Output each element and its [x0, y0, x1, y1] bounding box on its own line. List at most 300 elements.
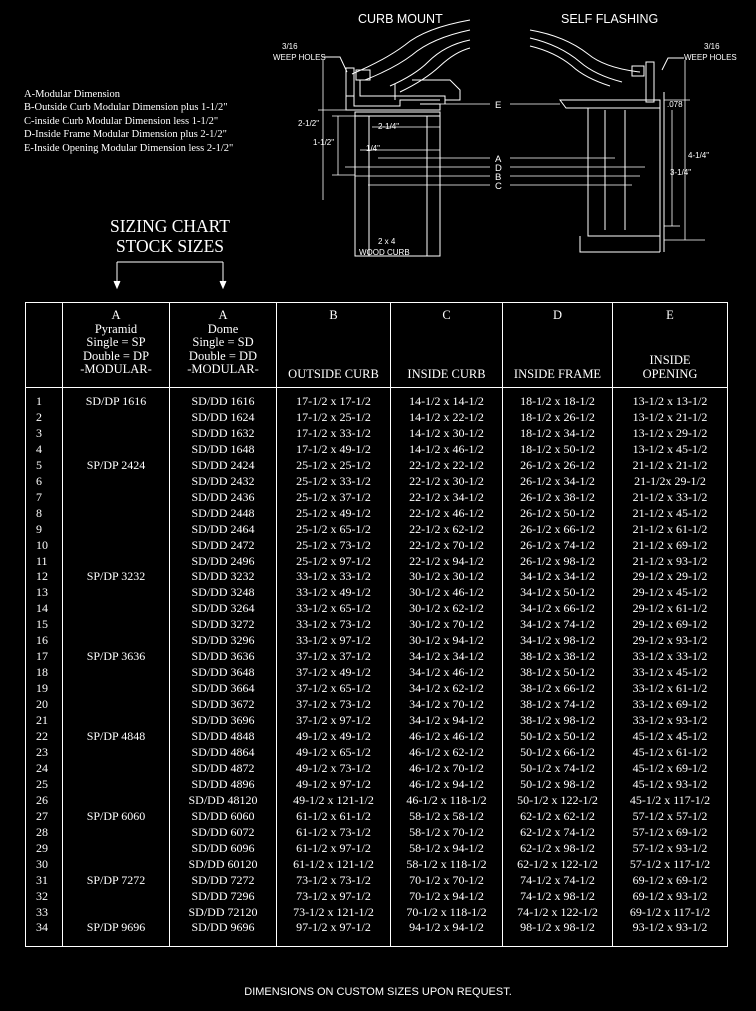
inside-frame-cell: 38-1/2 x 98-1/2	[503, 713, 613, 729]
pyramid-model-cell	[63, 585, 170, 601]
inside-frame-cell: 74-1/2 x 74-1/2	[503, 873, 613, 889]
inside-curb-cell: 58-1/2 x 118-1/2	[391, 857, 503, 873]
legend-d: D-Inside Frame Modular Dimension plus 2-1/2"	[24, 129, 227, 141]
inside-curb-cell: 14-1/2 x 14-1/2	[391, 388, 503, 410]
inside-frame-cell: 26-1/2 x 26-1/2	[503, 458, 613, 474]
outside-curb-cell: 33-1/2 x 73-1/2	[277, 617, 391, 633]
row-number-cell: 32	[26, 889, 63, 905]
dim-2-1-4: 2-1/4"	[378, 122, 400, 131]
dome-model-cell: SD/DD 2436	[170, 490, 277, 506]
inside-frame-cell: 50-1/2 x 122-1/2	[503, 793, 613, 809]
row-number-cell: 17	[26, 649, 63, 665]
inside-opening-cell: 21-1/2 x 21-1/2	[613, 458, 728, 474]
inside-curb-cell: 46-1/2 x 118-1/2	[391, 793, 503, 809]
table-row	[26, 681, 728, 697]
pyramid-model-cell	[63, 841, 170, 857]
inside-opening-cell: 21-1/2 x 33-1/2	[613, 490, 728, 506]
inside-opening-cell: 33-1/2 x 33-1/2	[613, 649, 728, 665]
pyramid-model-cell	[63, 426, 170, 442]
chart-title-arrows	[114, 262, 226, 288]
pyramid-model-cell	[63, 761, 170, 777]
dome-model-cell: SD/DD 3696	[170, 713, 277, 729]
inside-curb-cell: 70-1/2 x 70-1/2	[391, 873, 503, 889]
row-number-cell: 33	[26, 905, 63, 921]
inside-opening-cell: 93-1/2 x 93-1/2	[613, 920, 728, 946]
inside-curb-cell: 14-1/2 x 30-1/2	[391, 426, 503, 442]
outside-curb-cell: 37-1/2 x 73-1/2	[277, 697, 391, 713]
header-inside-curb: C INSIDE CURB	[391, 303, 503, 388]
inside-curb-cell: 46-1/2 x 94-1/2	[391, 777, 503, 793]
dome-model-cell: SD/DD 3248	[170, 585, 277, 601]
inside-opening-cell: 45-1/2 x 69-1/2	[613, 761, 728, 777]
dim-4-1-4: 4-1/4"	[688, 151, 710, 160]
dome-model-cell: SD/DD 7296	[170, 889, 277, 905]
row-number-cell: 21	[26, 713, 63, 729]
table-row	[26, 474, 728, 490]
inside-opening-cell: 57-1/2 x 117-1/2	[613, 857, 728, 873]
outside-curb-cell: 37-1/2 x 65-1/2	[277, 681, 391, 697]
table-row	[26, 777, 728, 793]
pyramid-model-cell	[63, 713, 170, 729]
inside-curb-cell: 70-1/2 x 118-1/2	[391, 905, 503, 921]
inside-frame-cell: 34-1/2 x 74-1/2	[503, 617, 613, 633]
inside-opening-cell: 57-1/2 x 57-1/2	[613, 809, 728, 825]
pyramid-model-cell: SP/DP 3232	[63, 569, 170, 585]
table-row	[26, 697, 728, 713]
row-number-cell: 14	[26, 601, 63, 617]
header-inside-frame: D INSIDE FRAME	[503, 303, 613, 388]
header-inside-opening: E INSIDE OPENING	[613, 303, 728, 388]
inside-curb-cell: 46-1/2 x 62-1/2	[391, 745, 503, 761]
inside-opening-cell: 21-1/2 x 61-1/2	[613, 522, 728, 538]
weep-left-label: WEEP HOLES	[273, 53, 326, 62]
inside-opening-cell: 57-1/2 x 69-1/2	[613, 825, 728, 841]
inside-opening-cell: 21-1/2x 29-1/2	[613, 474, 728, 490]
inside-frame-cell: 50-1/2 x 50-1/2	[503, 729, 613, 745]
inside-curb-cell: 34-1/2 x 62-1/2	[391, 681, 503, 697]
outside-curb-cell: 73-1/2 x 73-1/2	[277, 873, 391, 889]
inside-frame-cell: 38-1/2 x 38-1/2	[503, 649, 613, 665]
inside-opening-cell: 21-1/2 x 93-1/2	[613, 554, 728, 570]
legend-e: E-Inside Opening Modular Dimension less 2-1/2"	[24, 142, 234, 154]
custom-sizes-note: DIMENSIONS ON CUSTOM SIZES UPON REQUEST.	[244, 986, 512, 998]
dome-model-cell: SD/DD 3264	[170, 601, 277, 617]
weep-right-label: WEEP HOLES	[684, 53, 737, 62]
inside-frame-cell: 74-1/2 x 122-1/2	[503, 905, 613, 921]
outside-curb-cell: 61-1/2 x 121-1/2	[277, 857, 391, 873]
outside-curb-cell: 17-1/2 x 49-1/2	[277, 442, 391, 458]
inside-frame-cell: 18-1/2 x 50-1/2	[503, 442, 613, 458]
self-flashing-section	[530, 30, 664, 252]
pyramid-model-cell	[63, 905, 170, 921]
outside-curb-cell: 17-1/2 x 25-1/2	[277, 410, 391, 426]
dim-label-d: D	[495, 163, 502, 174]
inside-frame-cell: 62-1/2 x 74-1/2	[503, 825, 613, 841]
inside-curb-cell: 30-1/2 x 46-1/2	[391, 585, 503, 601]
pyramid-model-cell	[63, 793, 170, 809]
row-number-cell: 30	[26, 857, 63, 873]
inside-curb-cell: 34-1/2 x 70-1/2	[391, 697, 503, 713]
sizing-table	[25, 302, 728, 947]
stock-sizes-title: STOCK SIZES	[115, 236, 225, 256]
table-row	[26, 857, 728, 873]
inside-frame-cell: 50-1/2 x 66-1/2	[503, 745, 613, 761]
table-row	[26, 617, 728, 633]
table-row	[26, 633, 728, 649]
pyramid-model-cell	[63, 490, 170, 506]
inside-curb-cell: 34-1/2 x 34-1/2	[391, 649, 503, 665]
inside-opening-cell: 69-1/2 x 117-1/2	[613, 905, 728, 921]
dim-label-b: B	[495, 172, 502, 183]
pyramid-model-cell: SP/DP 7272	[63, 873, 170, 889]
inside-frame-cell: 18-1/2 x 18-1/2	[503, 388, 613, 410]
row-number-cell: 3	[26, 426, 63, 442]
inside-opening-cell: 13-1/2 x 13-1/2	[613, 388, 728, 410]
pyramid-model-cell: SP/DP 2424	[63, 458, 170, 474]
pyramid-model-cell	[63, 442, 170, 458]
outside-curb-cell: 37-1/2 x 97-1/2	[277, 713, 391, 729]
table-row	[26, 745, 728, 761]
outside-curb-cell: 25-1/2 x 49-1/2	[277, 506, 391, 522]
wood-curb-label: WOOD CURB	[359, 248, 410, 257]
table-row	[26, 809, 728, 825]
table-row	[26, 841, 728, 857]
inside-frame-cell: 62-1/2 x 122-1/2	[503, 857, 613, 873]
header-dome: A Dome Single = SD Double = DD -MODULAR-	[170, 303, 277, 388]
outside-curb-cell: 17-1/2 x 17-1/2	[277, 388, 391, 410]
inside-frame-cell: 26-1/2 x 38-1/2	[503, 490, 613, 506]
dome-model-cell: SD/DD 1648	[170, 442, 277, 458]
dome-model-cell: SD/DD 4864	[170, 745, 277, 761]
inside-curb-cell: 14-1/2 x 46-1/2	[391, 442, 503, 458]
header-pyramid: A Pyramid Single = SP Double = DP -MODULAR-	[63, 303, 170, 388]
dome-model-cell: SD/DD 2424	[170, 458, 277, 474]
outside-curb-cell: 97-1/2 x 97-1/2	[277, 920, 391, 946]
dome-model-cell: SD/DD 3636	[170, 649, 277, 665]
row-number-cell: 29	[26, 841, 63, 857]
inside-curb-cell: 58-1/2 x 70-1/2	[391, 825, 503, 841]
row-number-cell: 10	[26, 538, 63, 554]
inside-opening-cell: 29-1/2 x 61-1/2	[613, 601, 728, 617]
row-number-cell: 20	[26, 697, 63, 713]
table-row	[26, 601, 728, 617]
inside-frame-cell: 34-1/2 x 34-1/2	[503, 569, 613, 585]
row-number-cell: 1	[26, 388, 63, 410]
pyramid-model-cell	[63, 538, 170, 554]
inside-frame-cell: 26-1/2 x 34-1/2	[503, 474, 613, 490]
dim-1-1-2: 1-1/2"	[313, 138, 335, 147]
row-number-cell: 2	[26, 410, 63, 426]
pyramid-model-cell	[63, 522, 170, 538]
row-number-cell: 22	[26, 729, 63, 745]
table-row	[26, 426, 728, 442]
header-num	[26, 303, 63, 388]
dome-model-cell: SD/DD 1624	[170, 410, 277, 426]
inside-frame-cell: 26-1/2 x 98-1/2	[503, 554, 613, 570]
inside-curb-cell: 22-1/2 x 70-1/2	[391, 538, 503, 554]
pyramid-model-cell	[63, 857, 170, 873]
wood-curb-size: 2 x 4	[378, 237, 396, 246]
pyramid-model-cell	[63, 617, 170, 633]
outside-curb-cell: 33-1/2 x 97-1/2	[277, 633, 391, 649]
table-row	[26, 713, 728, 729]
outside-curb-cell: 61-1/2 x 97-1/2	[277, 841, 391, 857]
weep-left-size: 3/16	[282, 42, 298, 51]
table-row	[26, 585, 728, 601]
legend-c: C-inside Curb Modular Dimension less 1-1/2"	[24, 115, 219, 127]
row-number-cell: 7	[26, 490, 63, 506]
dim-1-4: 1/4"	[366, 144, 380, 153]
inside-frame-cell: 26-1/2 x 74-1/2	[503, 538, 613, 554]
inside-curb-cell: 30-1/2 x 62-1/2	[391, 601, 503, 617]
pyramid-model-cell	[63, 745, 170, 761]
outside-curb-cell: 73-1/2 x 97-1/2	[277, 889, 391, 905]
pyramid-model-cell	[63, 777, 170, 793]
inside-frame-cell: 34-1/2 x 98-1/2	[503, 633, 613, 649]
outside-curb-cell: 49-1/2 x 65-1/2	[277, 745, 391, 761]
pyramid-model-cell	[63, 554, 170, 570]
outside-curb-cell: 37-1/2 x 49-1/2	[277, 665, 391, 681]
outside-curb-cell: 25-1/2 x 97-1/2	[277, 554, 391, 570]
row-number-cell: 5	[26, 458, 63, 474]
inside-opening-cell: 29-1/2 x 93-1/2	[613, 633, 728, 649]
dome-model-cell: SD/DD 2432	[170, 474, 277, 490]
pyramid-model-cell	[63, 410, 170, 426]
table-row	[26, 889, 728, 905]
legend-b: B-Outside Curb Modular Dimension plus 1-1/2"	[24, 102, 228, 114]
weep-right-size: 3/16	[704, 42, 720, 51]
dome-model-cell: SD/DD 3272	[170, 617, 277, 633]
table-row	[26, 522, 728, 538]
sizing-table-body	[26, 388, 728, 947]
dome-model-cell: SD/DD 3672	[170, 697, 277, 713]
inside-frame-cell: 62-1/2 x 98-1/2	[503, 841, 613, 857]
dome-model-cell: SD/DD 6072	[170, 825, 277, 841]
inside-opening-cell: 21-1/2 x 45-1/2	[613, 506, 728, 522]
weep-right-leader	[662, 58, 684, 70]
header-outside-curb: B OUTSIDE CURB	[277, 303, 391, 388]
inside-curb-cell: 22-1/2 x 62-1/2	[391, 522, 503, 538]
inside-curb-cell: 22-1/2 x 94-1/2	[391, 554, 503, 570]
row-number-cell: 31	[26, 873, 63, 889]
table-header-row	[26, 303, 728, 388]
table-row	[26, 458, 728, 474]
inside-opening-cell: 33-1/2 x 69-1/2	[613, 697, 728, 713]
pyramid-model-cell	[63, 474, 170, 490]
pyramid-model-cell	[63, 601, 170, 617]
table-row	[26, 442, 728, 458]
outside-curb-cell: 33-1/2 x 49-1/2	[277, 585, 391, 601]
self-flashing-title: SELF FLASHING	[561, 12, 659, 26]
table-row	[26, 665, 728, 681]
inside-frame-cell: 34-1/2 x 66-1/2	[503, 601, 613, 617]
inside-opening-cell: 45-1/2 x 45-1/2	[613, 729, 728, 745]
row-number-cell: 19	[26, 681, 63, 697]
table-row	[26, 649, 728, 665]
table-row	[26, 410, 728, 426]
dim-2-1-2: 2-1/2"	[298, 119, 320, 128]
row-number-cell: 24	[26, 761, 63, 777]
dome-model-cell: SD/DD 2496	[170, 554, 277, 570]
row-number-cell: 27	[26, 809, 63, 825]
outside-curb-cell: 49-1/2 x 97-1/2	[277, 777, 391, 793]
pyramid-model-cell	[63, 665, 170, 681]
inside-curb-cell: 34-1/2 x 46-1/2	[391, 665, 503, 681]
inside-curb-cell: 94-1/2 x 94-1/2	[391, 920, 503, 946]
dome-model-cell: SD/DD 4896	[170, 777, 277, 793]
outside-curb-cell: 49-1/2 x 121-1/2	[277, 793, 391, 809]
inside-frame-cell: 38-1/2 x 66-1/2	[503, 681, 613, 697]
inside-curb-cell: 34-1/2 x 94-1/2	[391, 713, 503, 729]
dim-label-e: E	[495, 100, 502, 111]
dome-model-cell: SD/DD 3664	[170, 681, 277, 697]
inside-frame-cell: 18-1/2 x 34-1/2	[503, 426, 613, 442]
pyramid-model-cell	[63, 506, 170, 522]
curb-mount-title: CURB MOUNT	[358, 12, 443, 26]
table-row	[26, 825, 728, 841]
table-row	[26, 920, 728, 946]
dome-model-cell: SD/DD 2464	[170, 522, 277, 538]
outside-curb-cell: 25-1/2 x 73-1/2	[277, 538, 391, 554]
dim-3-1-4: 3-1/4"	[670, 168, 692, 177]
inside-frame-cell: 98-1/2 x 98-1/2	[503, 920, 613, 946]
inside-curb-cell: 58-1/2 x 94-1/2	[391, 841, 503, 857]
dome-model-cell: SD/DD 9696	[170, 920, 277, 946]
inside-opening-cell: 29-1/2 x 29-1/2	[613, 569, 728, 585]
pyramid-model-cell: SD/DP 1616	[63, 388, 170, 410]
row-number-cell: 8	[26, 506, 63, 522]
table-row	[26, 506, 728, 522]
outside-curb-cell: 25-1/2 x 25-1/2	[277, 458, 391, 474]
row-number-cell: 15	[26, 617, 63, 633]
inside-opening-cell: 29-1/2 x 69-1/2	[613, 617, 728, 633]
pyramid-model-cell: SP/DP 4848	[63, 729, 170, 745]
dim-label-a: A	[495, 154, 502, 165]
pyramid-model-cell: SP/DP 3636	[63, 649, 170, 665]
row-number-cell: 16	[26, 633, 63, 649]
pyramid-model-cell	[63, 633, 170, 649]
dome-model-cell: SD/DD 3648	[170, 665, 277, 681]
dome-model-cell: SD/DD 72120	[170, 905, 277, 921]
curb-mount-section	[346, 20, 470, 256]
pyramid-model-cell	[63, 681, 170, 697]
table-row	[26, 554, 728, 570]
outside-curb-cell: 61-1/2 x 73-1/2	[277, 825, 391, 841]
inside-opening-cell: 33-1/2 x 45-1/2	[613, 665, 728, 681]
inside-frame-cell: 26-1/2 x 66-1/2	[503, 522, 613, 538]
pyramid-model-cell: SP/DP 6060	[63, 809, 170, 825]
inside-opening-cell: 21-1/2 x 69-1/2	[613, 538, 728, 554]
inside-opening-cell: 45-1/2 x 61-1/2	[613, 745, 728, 761]
table-row	[26, 490, 728, 506]
dim-label-c: C	[495, 181, 502, 192]
row-number-cell: 34	[26, 920, 63, 946]
inside-frame-cell: 50-1/2 x 98-1/2	[503, 777, 613, 793]
row-number-cell: 11	[26, 554, 63, 570]
row-number-cell: 26	[26, 793, 63, 809]
dome-model-cell: SD/DD 48120	[170, 793, 277, 809]
table-row	[26, 729, 728, 745]
inside-opening-cell: 69-1/2 x 69-1/2	[613, 873, 728, 889]
inside-curb-cell: 30-1/2 x 70-1/2	[391, 617, 503, 633]
inside-opening-cell: 45-1/2 x 93-1/2	[613, 777, 728, 793]
dome-model-cell: SD/DD 6096	[170, 841, 277, 857]
table-row	[26, 905, 728, 921]
table-row	[26, 873, 728, 889]
dome-model-cell: SD/DD 3232	[170, 569, 277, 585]
inside-frame-cell: 50-1/2 x 74-1/2	[503, 761, 613, 777]
outside-curb-cell: 17-1/2 x 33-1/2	[277, 426, 391, 442]
inside-opening-cell: 69-1/2 x 93-1/2	[613, 889, 728, 905]
row-number-cell: 25	[26, 777, 63, 793]
row-number-cell: 28	[26, 825, 63, 841]
dome-model-cell: SD/DD 6060	[170, 809, 277, 825]
table-row	[26, 793, 728, 809]
row-number-cell: 13	[26, 585, 63, 601]
outside-curb-cell: 37-1/2 x 37-1/2	[277, 649, 391, 665]
outside-curb-cell: 25-1/2 x 37-1/2	[277, 490, 391, 506]
inside-curb-cell: 22-1/2 x 34-1/2	[391, 490, 503, 506]
row-number-cell: 9	[26, 522, 63, 538]
inside-curb-cell: 22-1/2 x 30-1/2	[391, 474, 503, 490]
inside-curb-cell: 46-1/2 x 46-1/2	[391, 729, 503, 745]
inside-opening-cell: 13-1/2 x 45-1/2	[613, 442, 728, 458]
dome-model-cell: SD/DD 4848	[170, 729, 277, 745]
dome-model-cell: SD/DD 1632	[170, 426, 277, 442]
dome-model-cell: SD/DD 1616	[170, 388, 277, 410]
inside-opening-cell: 33-1/2 x 61-1/2	[613, 681, 728, 697]
inside-opening-cell: 33-1/2 x 93-1/2	[613, 713, 728, 729]
inside-opening-cell: 13-1/2 x 21-1/2	[613, 410, 728, 426]
inside-opening-cell: 57-1/2 x 93-1/2	[613, 841, 728, 857]
dome-model-cell: SD/DD 7272	[170, 873, 277, 889]
inside-curb-cell: 14-1/2 x 22-1/2	[391, 410, 503, 426]
row-number-cell: 6	[26, 474, 63, 490]
dome-model-cell: SD/DD 2472	[170, 538, 277, 554]
outside-curb-cell: 61-1/2 x 61-1/2	[277, 809, 391, 825]
inside-curb-cell: 46-1/2 x 70-1/2	[391, 761, 503, 777]
inside-frame-cell: 38-1/2 x 50-1/2	[503, 665, 613, 681]
dimension-legend	[24, 88, 233, 155]
row-number-cell: 23	[26, 745, 63, 761]
table-row	[26, 569, 728, 585]
dome-model-cell: SD/DD 60120	[170, 857, 277, 873]
sizing-chart-title: SIZING CHART	[110, 216, 230, 236]
row-number-cell: 18	[26, 665, 63, 681]
inside-curb-cell: 70-1/2 x 94-1/2	[391, 889, 503, 905]
right-dimensions	[664, 60, 705, 240]
inside-frame-cell: 38-1/2 x 74-1/2	[503, 697, 613, 713]
table-row	[26, 538, 728, 554]
outside-curb-cell: 33-1/2 x 33-1/2	[277, 569, 391, 585]
inside-curb-cell: 58-1/2 x 58-1/2	[391, 809, 503, 825]
row-number-cell: 12	[26, 569, 63, 585]
inside-opening-cell: 13-1/2 x 29-1/2	[613, 426, 728, 442]
inside-curb-cell: 30-1/2 x 30-1/2	[391, 569, 503, 585]
inside-opening-cell: 29-1/2 x 45-1/2	[613, 585, 728, 601]
dome-model-cell: SD/DD 3296	[170, 633, 277, 649]
inside-frame-cell: 18-1/2 x 26-1/2	[503, 410, 613, 426]
pyramid-model-cell	[63, 889, 170, 905]
inside-frame-cell: 26-1/2 x 50-1/2	[503, 506, 613, 522]
inside-frame-cell: 74-1/2 x 98-1/2	[503, 889, 613, 905]
outside-curb-cell: 25-1/2 x 33-1/2	[277, 474, 391, 490]
inside-frame-cell: 62-1/2 x 62-1/2	[503, 809, 613, 825]
outside-curb-cell: 25-1/2 x 65-1/2	[277, 522, 391, 538]
inside-opening-cell: 45-1/2 x 117-1/2	[613, 793, 728, 809]
table-row	[26, 388, 728, 410]
inside-frame-cell: 34-1/2 x 50-1/2	[503, 585, 613, 601]
